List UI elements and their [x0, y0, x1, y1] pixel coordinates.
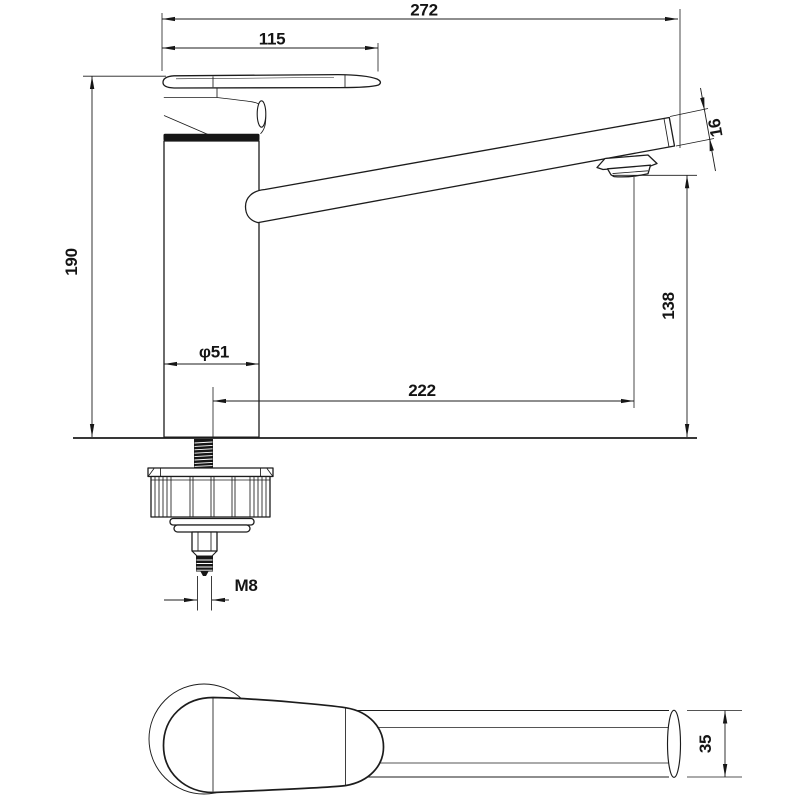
washer	[170, 519, 254, 533]
spout-plan	[352, 710, 681, 777]
handle-dome	[164, 89, 266, 137]
dim-thread-size-label: M8	[234, 576, 258, 595]
dim-overall-length	[162, 1, 678, 22]
dim-body-height-label: 190	[62, 248, 81, 276]
dim-spout-clearance-label: 138	[659, 292, 678, 320]
dim-spout-reach-label: 222	[408, 381, 436, 400]
cartridge-band	[164, 134, 260, 141]
dim-thread-size	[164, 576, 258, 602]
faucet-top-view	[149, 684, 681, 794]
dim-overall-length-label: 272	[410, 0, 438, 20]
aerator	[597, 155, 657, 177]
dim-spout-width-label: 35	[696, 734, 715, 754]
top-view-dimensions	[687, 711, 742, 778]
handle-pivot-cover	[257, 101, 266, 127]
handle-lever-plan	[164, 698, 384, 793]
dim-spout-end	[670, 88, 727, 171]
faucet-body	[164, 141, 259, 437]
dim-spout-width	[696, 711, 727, 778]
dim-spout-reach	[213, 381, 634, 403]
dim-body-diameter-label: φ51	[198, 342, 230, 362]
dim-spout-end-label: 16	[704, 117, 727, 139]
handle-lever	[163, 75, 380, 88]
dim-handle-length	[162, 30, 378, 51]
valve-stem	[192, 532, 217, 556]
dim-body-height	[62, 76, 94, 437]
m8-threaded-stud	[196, 556, 213, 611]
dim-handle-length-label: 115	[258, 29, 286, 49]
threaded-rod	[194, 439, 213, 468]
faucet-side-view	[73, 75, 697, 611]
spout-end-ellipse	[668, 710, 681, 777]
dim-spout-clearance	[659, 175, 689, 437]
mounting-nut	[148, 468, 273, 517]
